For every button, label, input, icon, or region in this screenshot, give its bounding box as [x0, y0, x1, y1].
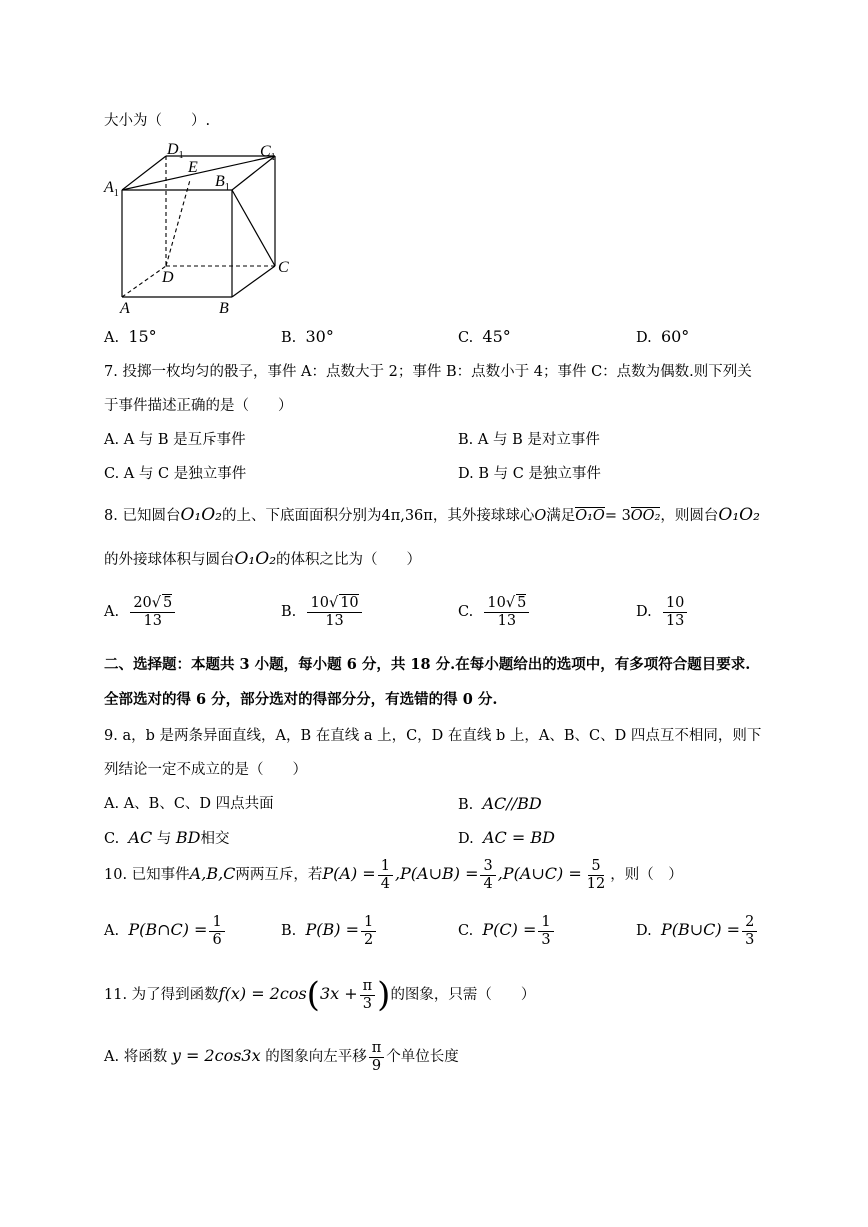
label-b: B — [219, 300, 229, 317]
hidden-edge-a-d — [122, 266, 166, 297]
q9-option-b[interactable]: B. AC//BD — [458, 794, 542, 813]
q6-option-d[interactable]: D. 60° — [636, 327, 690, 346]
q8-stem-line2: 的外接球体积与圆台O₁O₂的体积之比为（ ） — [104, 549, 422, 569]
intro-text: 大小为（ ）. — [104, 113, 211, 129]
q10-option-b[interactable]: B. P(B) = $\frac{1}{2}$ — [281, 914, 378, 948]
label-e: E — [188, 159, 198, 176]
q9-option-d[interactable]: D. AC = BD — [458, 828, 555, 847]
q9-option-a[interactable]: A. A、B、C、D 四点共面 — [104, 796, 274, 812]
q7-stem-line2: 于事件描述正确的是（ ） — [104, 398, 293, 414]
q9-stem-line1: 9. a，b 是两条异面直线，A，B 在直线 a 上，C，D 在直线 b 上，A、B、C、D 四点互不相同，则下 — [104, 728, 762, 744]
q10-option-c[interactable]: C. P(C) = $\frac{1}{3}$ — [458, 914, 556, 948]
label-a1: $A_1$ — [104, 179, 119, 199]
q7-option-c[interactable]: C. A 与 C 是独立事件 — [104, 466, 247, 482]
label-d: D — [162, 269, 174, 286]
edge-b-c — [232, 266, 275, 297]
q8-option-d[interactable]: D. $\frac{10}{13}$ — [636, 595, 689, 629]
q10-option-d[interactable]: D. P(B∪C) = $\frac{2}{3}$ — [636, 914, 759, 948]
svg-text:D1: $D_1$ — [167, 141, 184, 161]
cube-figure — [100, 140, 300, 318]
q11-stem: 11. 为了得到函数f(x) = 2cos(3x + $\frac{\pi}{3}$ )的图象，只需（ ） — [104, 975, 536, 1016]
section2-heading-line1: 二、选择题：本题共 3 小题，每小题 6 分，共 18 分.在每小题给出的选项中，有多项符合题目要求. — [104, 656, 751, 673]
q9-option-c[interactable]: C. AC 与 BD相交 — [104, 828, 230, 847]
q7-option-b[interactable]: B. A 与 B 是对立事件 — [458, 432, 600, 448]
segment-b1-c — [232, 190, 275, 266]
label-c: C — [278, 259, 289, 276]
q9-stem-line2: 列结论一定不成立的是（ ） — [104, 762, 307, 778]
label-a: A — [120, 300, 130, 317]
q7-option-d[interactable]: D. B 与 C 是独立事件 — [458, 466, 601, 482]
hidden-segment-d-e — [166, 180, 190, 266]
q8-option-b[interactable]: B. $\frac{10√ 10}{13}$ — [281, 595, 364, 629]
q7-option-a[interactable]: A. A 与 B 是互斥事件 — [104, 432, 246, 448]
q6-option-a[interactable]: A. 15° — [104, 327, 157, 346]
q10-stem: 10. 已知事件A,B,C两两互斥，若P(A) = $\frac{1}{4}$ ,P(A∪B) = $\frac{3}{4}$ ,P(A∪C) = $\frac{5}{12}$ ，则（ ） — [104, 858, 683, 892]
q7-stem-line1: 7. 投掷一枚均匀的骰子，事件 A：点数大于 2；事件 B：点数小于 4；事件 C：点数为偶数.则下列关 — [104, 364, 752, 380]
q8-option-a[interactable]: A. $\frac{20√ 5}{13}$ — [104, 595, 177, 629]
label-b1: $B_1$ — [215, 173, 230, 193]
q11-option-a[interactable]: A. 将函数 y = 2cos3x 的图象向左平移 $\frac{\pi}{9}$ 个单位长度 — [104, 1040, 459, 1074]
section2-heading-line2: 全部选对的得 6 分，部分选对的得部分分，有选错的得 0 分. — [104, 691, 498, 708]
q6-option-c[interactable]: C. 45° — [458, 327, 511, 346]
q8-option-c[interactable]: C. $\frac{10√ 5}{13}$ — [458, 595, 531, 629]
q10-option-a[interactable]: A. P(B∩C) = $\frac{1}{6}$ — [104, 914, 227, 948]
q6-option-b[interactable]: B. 30° — [281, 327, 334, 346]
q8-stem-line1: 8. 已知圆台O₁O₂的上、下底面面积分别为4π,36π，其外接球球心O满足O₁O= 3OO₂，则圆台O₁O₂ — [104, 505, 760, 525]
label-c1: $C_1$ — [260, 143, 276, 163]
